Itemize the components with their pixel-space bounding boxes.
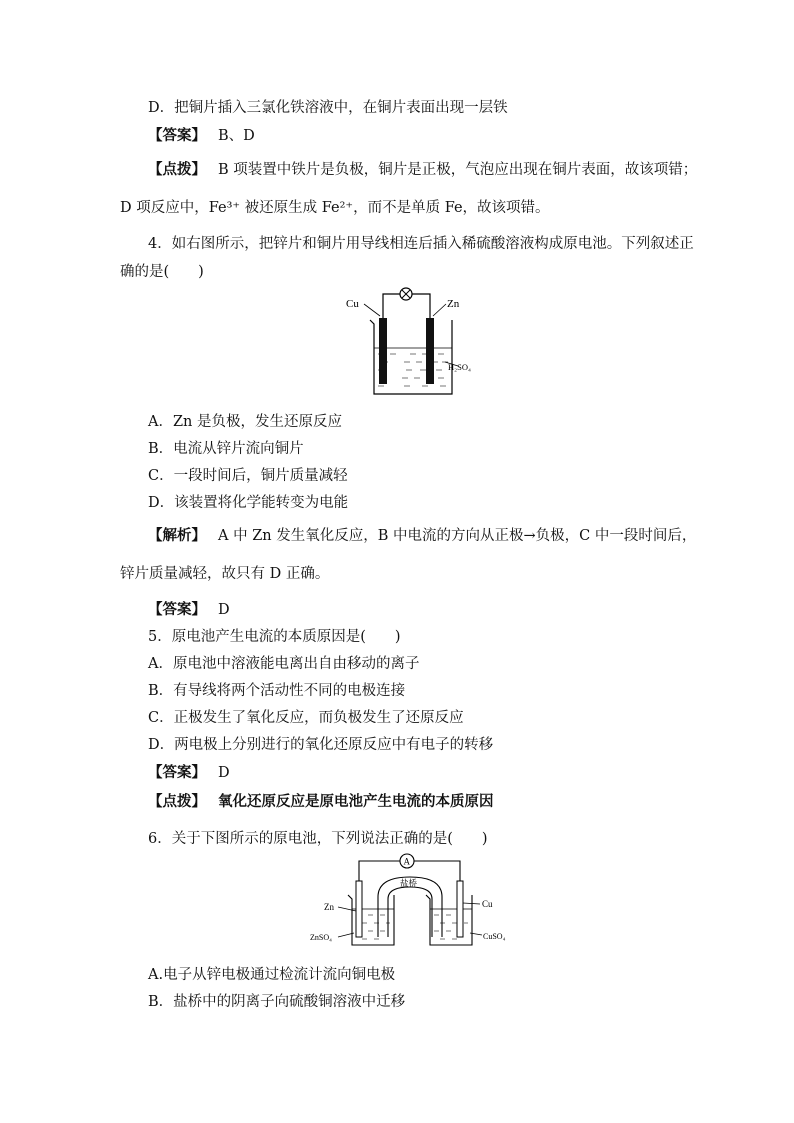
copper-electrode [379,318,387,384]
q5-option-a: A．原电池中溶液能电离出自由移动的离子 [148,656,420,672]
zinc-electrode [356,881,362,937]
q5-answer [148,761,230,782]
q3-tip [148,158,697,179]
answer-value: D [218,602,230,618]
tip-text: B 项装置中铁片是负极，铜片是正极，气泡应出现在铜片表面，故该项错； [218,162,698,178]
q4-analysis [148,524,696,545]
q4-stem-cont: 确的是( ) [120,264,204,280]
left-beaker [348,895,394,945]
answer-tag: 【答案】 [148,764,206,781]
q4-option-a: A．Zn 是负极，发生还原反应 [148,414,342,430]
answer-value: D [218,765,230,781]
galvanic-cell-figure [340,282,500,400]
q5-option-d: D．两电极上分别进行的氧化还原反应中有电子的转移 [148,737,494,753]
label-zn: Zn [324,902,334,912]
q4-option-c: C．一段时间后，铜片质量减轻 [148,468,348,484]
salt-bridge-cell-figure [310,853,530,953]
q3-option-d: D．把铜片插入三氯化铁溶液中，在铜片表面出现一层铁 [148,100,508,116]
answer-tag: 【答案】 [148,127,206,144]
tip-tag: 【点拨】 [148,793,206,810]
tip-text: 氧化还原反应是原电池产生电流的本质原因 [218,793,494,810]
ammeter-label: A [403,856,410,867]
right-beaker [426,895,472,945]
zinc-electrode [426,318,434,384]
q6-option-a: A.电子从锌电极通过检流计流向铜电极 [148,967,396,983]
q4-option-d: D．该装置将化学能转变为电能 [148,495,349,511]
q4-analysis-cont: 锌片质量减轻，故只有 D 正确。 [120,566,330,582]
analysis-text: A 中 Zn 发生氧化反应，B 中电流的方向从正极→负极，C 中一段时间后， [218,528,697,544]
label-cu: Cu [346,298,359,310]
q4-stem: 4．如右图所示，把锌片和铜片用导线相连后插入稀硫酸溶液构成原电池。下列叙述正 [148,236,694,252]
tip-tag: 【点拨】 [148,161,206,178]
label-cu: Cu [482,899,493,909]
q4-answer [148,598,230,619]
q3-tip-cont: D 项反应中，Fe³⁺ 被还原生成 Fe²⁺，而不是单质 Fe，故该项错。 [120,200,550,216]
q5-stem: 5．原电池产生电流的本质原因是( ) [148,629,401,645]
label-znso4: ZnSO₄ [310,933,332,942]
salt-bridge-label: 盐桥 [400,878,418,888]
q5-option-c: C．正极发生了氧化反应，而负极发生了还原反应 [148,710,464,726]
q6-option-b: B．盐桥中的阴离子向硫酸铜溶液中迁移 [148,994,406,1010]
label-cuso4: CuSO₄ [483,932,506,941]
label-h2so4: H₂SO₄ [448,362,471,372]
copper-electrode [457,881,463,937]
label-zn: Zn [447,298,460,310]
q6-stem: 6．关于下图所示的原电池，下列说法正确的是( ) [148,831,488,847]
answer-tag: 【答案】 [148,601,206,618]
analysis-tag: 【解析】 [148,527,206,544]
q3-answer [148,124,255,145]
q5-tip [148,790,494,811]
q4-option-b: B．电流从锌片流向铜片 [148,441,304,457]
q5-option-b: B．有导线将两个活动性不同的电极连接 [148,683,406,699]
answer-value: B、D [218,128,255,144]
